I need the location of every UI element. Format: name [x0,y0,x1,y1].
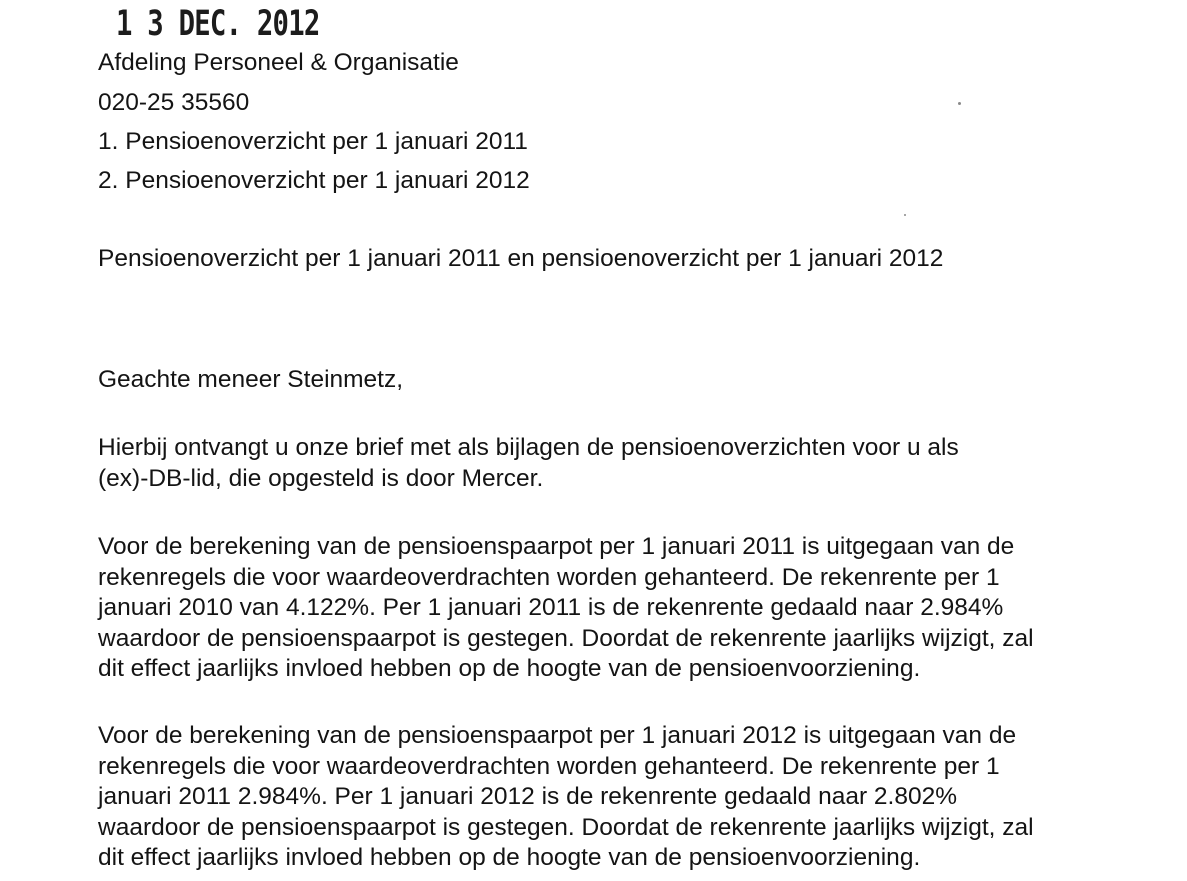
paragraph-line: Hierbij ontvangt u onze brief met als bijlagen de pensioenoverzichten voor u als [98,434,959,461]
paragraph-2011 [98,532,1173,685]
paragraph-intro [98,433,1173,494]
scan-speck [958,102,961,105]
paragraph-line: dit effect jaarlijks invloed hebben op de hoogte van de pensioenvoorziening. [98,655,921,682]
department-line: Afdeling Personeel & Organisatie [98,49,459,76]
subject-line: Pensioenoverzicht per 1 januari 2011 en pensioenoverzicht per 1 januari 2012 [98,245,944,272]
attachment-2: 2. Pensioenoverzicht per 1 januari 2012 [98,167,530,194]
attachment-1: 1. Pensioenoverzicht per 1 januari 2011 [98,128,528,155]
date-stamp: 1 3 DEC. 2012 [116,4,320,44]
phone-line: 020-25 35560 [98,89,250,116]
paragraph-line: waardoor de pensioenspaarpot is gestegen. Doordat de rekenrente jaarlijks wijzigt, zal [98,624,1034,652]
paragraph-line: januari 2011 2.984%. Per 1 januari 2012 is de rekenrente gedaald naar 2.802% [98,783,958,810]
paragraph-line: Voor de berekening van de pensioenspaarpot per 1 januari 2012 is uitgegaan van de [98,722,1017,749]
paragraph-2012 [98,721,1173,874]
paragraph-line: januari 2010 van 4.122%. Per 1 januari 2011 is de rekenrente gedaald naar 2.984% [98,594,1004,621]
paragraph-line: rekenregels die voor waardeoverdrachten worden gehanteerd. De rekenrente per 1 [98,563,1000,591]
salutation: Geachte meneer Steinmetz, [98,366,404,393]
scan-speck [904,214,906,216]
paragraph-line: waardoor de pensioenspaarpot is gestegen. Doordat de rekenrente jaarlijks wijzigt, zal [98,813,1034,841]
paragraph-line: Voor de berekening van de pensioenspaarpot per 1 januari 2011 is uitgegaan van de [98,533,1015,560]
paragraph-line: dit effect jaarlijks invloed hebben op de hoogte van de pensioenvoorziening. [98,844,921,871]
paragraph-line: rekenregels die voor waardeoverdrachten worden gehanteerd. De rekenrente per 1 [98,752,1000,780]
paragraph-line: (ex)-DB-lid, die opgesteld is door Mercer. [98,464,544,492]
